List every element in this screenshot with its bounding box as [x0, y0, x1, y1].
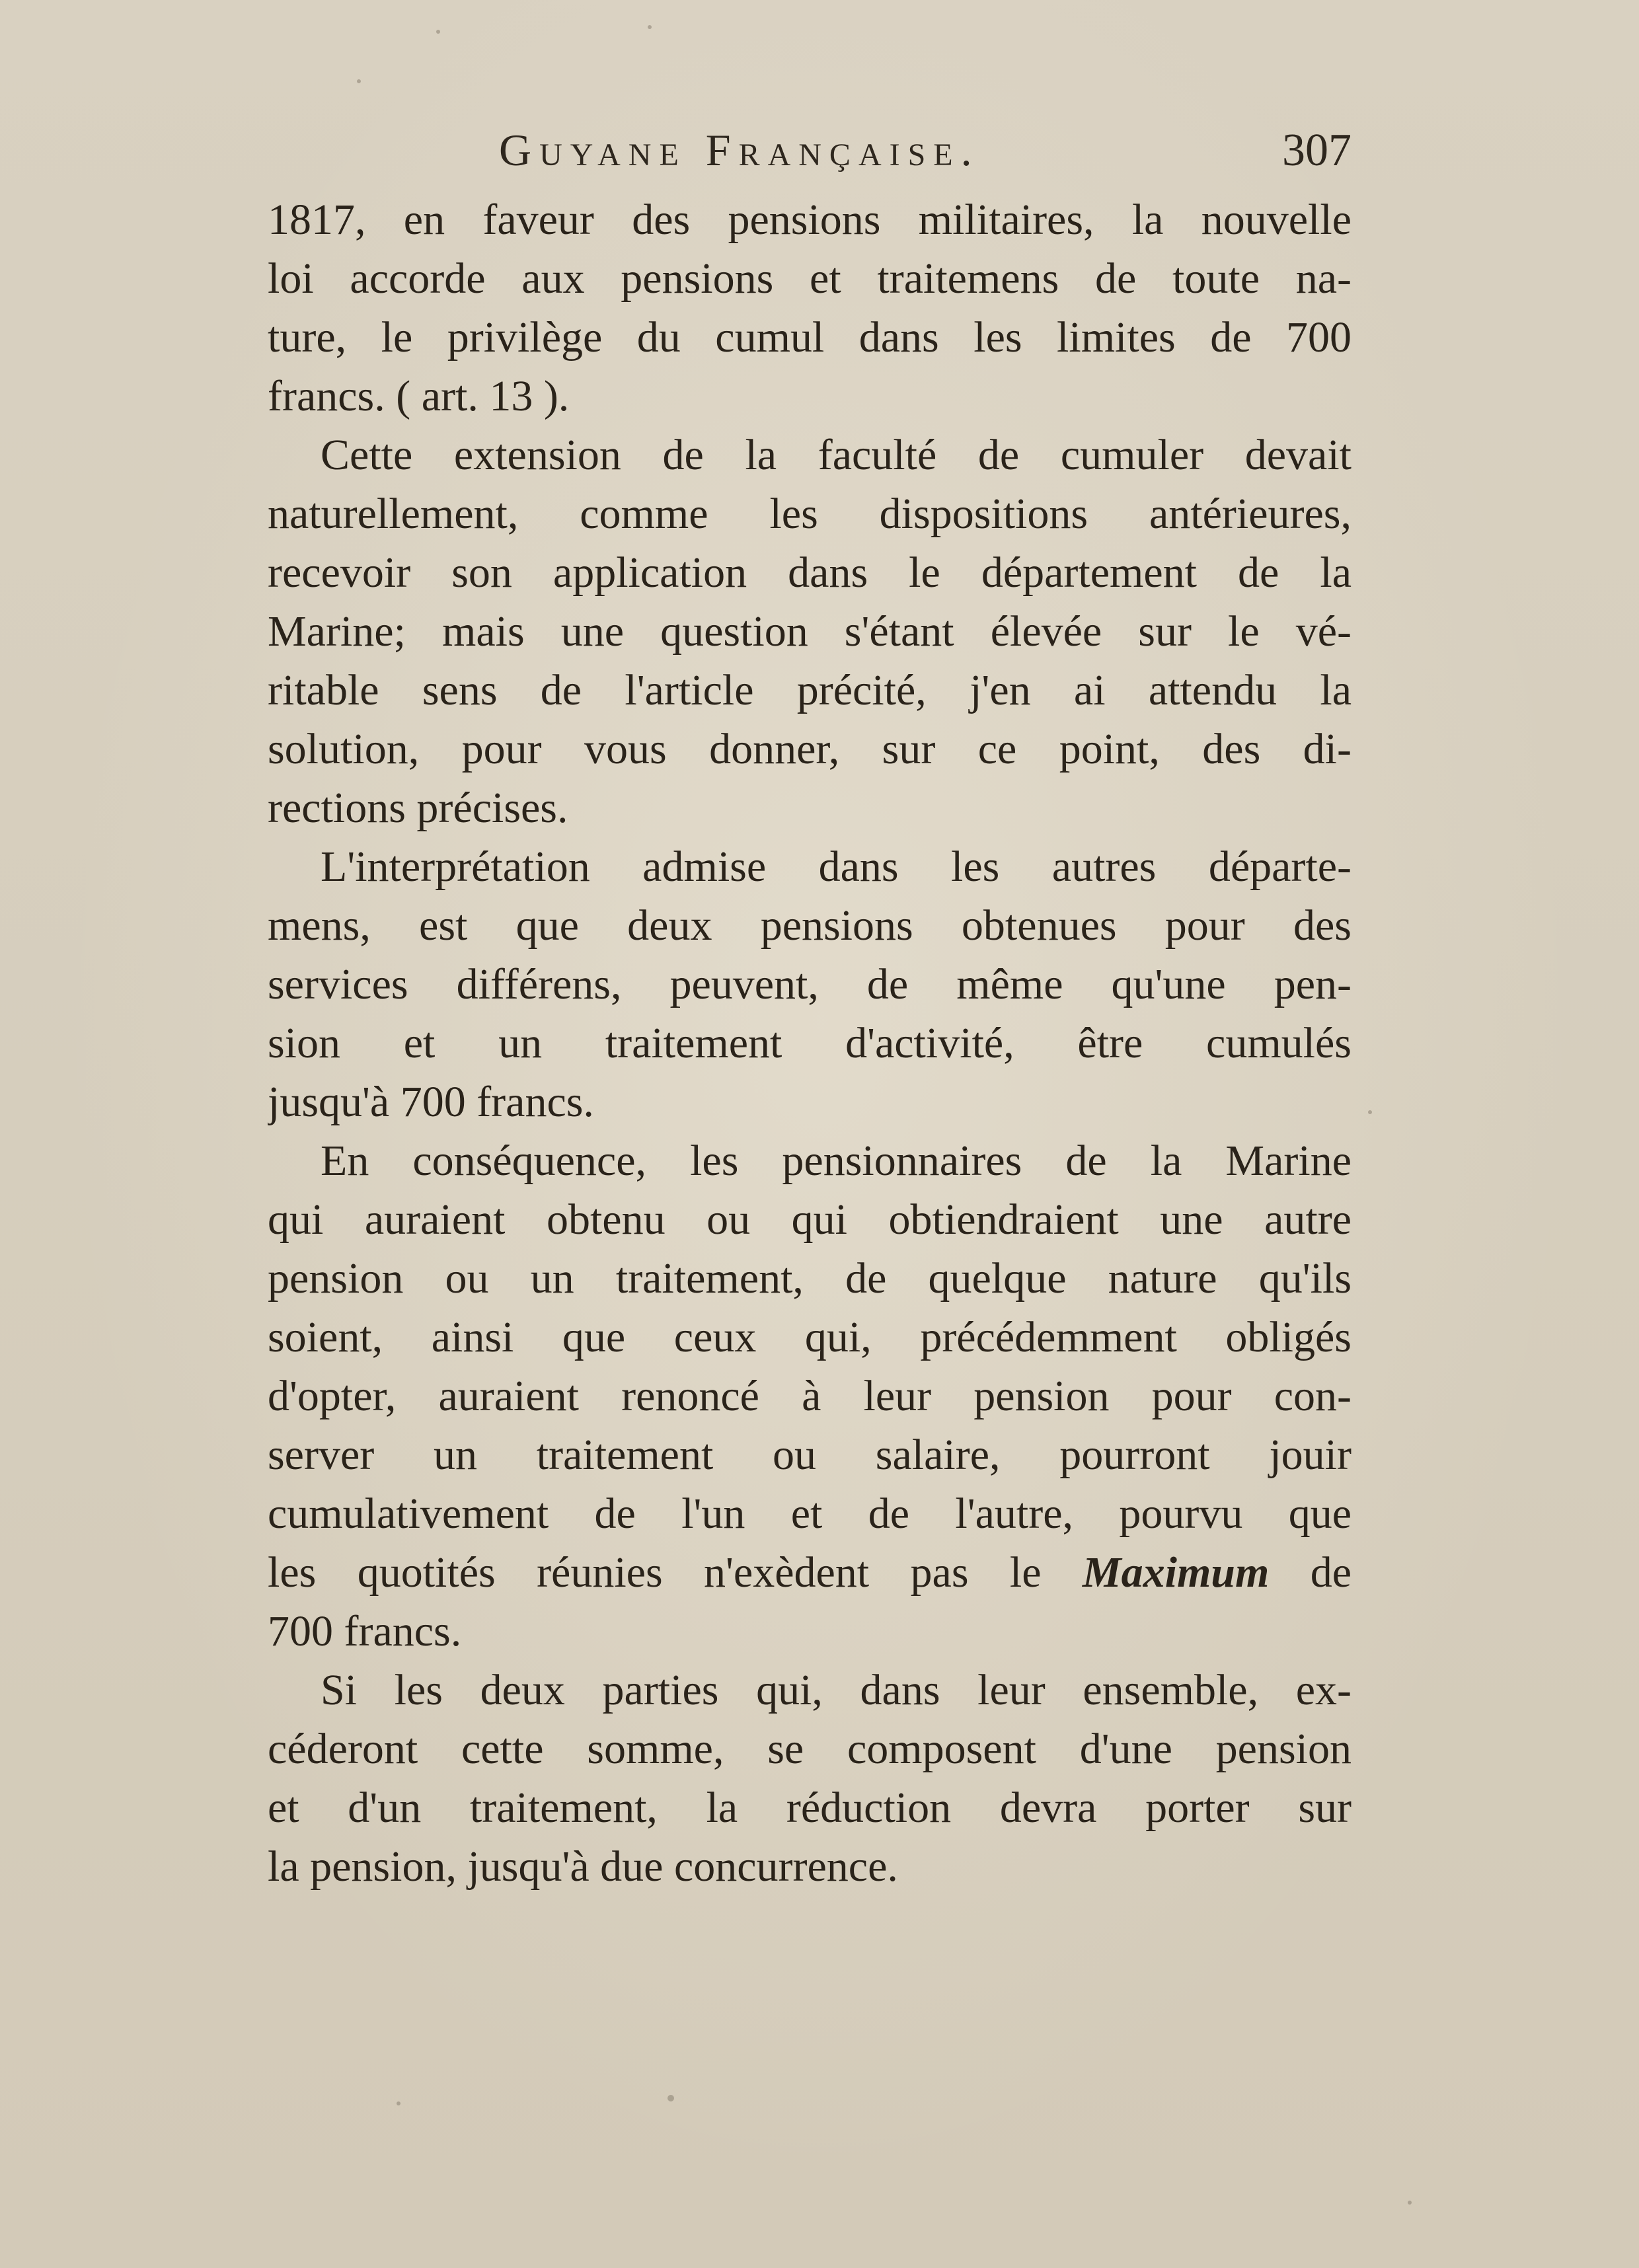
text-line: ture, le privilège du cumul dans les limites de 700: [268, 313, 1352, 361]
paper-speck: [397, 2101, 400, 2105]
paper-speck: [1368, 1110, 1372, 1114]
text-line: solution, pour vous donner, sur ce point, des di-: [268, 725, 1352, 773]
text-segment: de: [1310, 1548, 1352, 1597]
text-line: qui auraient obtenu ou qui obtiendraient une autre: [268, 1195, 1352, 1244]
text-line: rections précises.: [268, 784, 568, 832]
paper-speck: [1408, 2201, 1412, 2205]
text-line: d'opter, auraient renoncé à leur pension pour con-: [268, 1372, 1352, 1420]
text-line: naturellement, comme les dispositions antérieures,: [268, 490, 1352, 538]
text-line: cumulativement de l'un et de l'autre, pourvu que: [268, 1490, 1352, 1538]
text-line: Marine; mais une question s'étant élevée sur le vé-: [268, 607, 1352, 656]
paper-speck: [357, 79, 361, 83]
text-line: recevoir son application dans le département de la: [268, 548, 1352, 597]
italic-maximum: Maximum: [1082, 1548, 1270, 1597]
paper-speck: [648, 25, 652, 29]
paragraph-first-line: Cette extension de la faculté de cumuler devait: [321, 431, 1352, 479]
body-text: [268, 190, 1352, 1896]
text-line-with-italic: [268, 1543, 1352, 1602]
text-line: 1817, en faveur des pensions militaires, la nouvelle: [268, 196, 1352, 244]
text-line: 700 francs.: [268, 1607, 462, 1655]
text-line: céderont cette somme, se composent d'une pension: [268, 1725, 1352, 1773]
text-line: francs. ( art. 13 ).: [268, 372, 570, 420]
text-line: pension ou un traitement, de quelque nature qu'ils: [268, 1254, 1352, 1303]
text-line: et d'un traitement, la réduction devra porter sur: [268, 1784, 1352, 1832]
page-header: [268, 124, 1352, 184]
text-line: la pension, jusqu'à due concurrence.: [268, 1842, 898, 1891]
page-number: 307: [1282, 125, 1352, 176]
text-line: services différens, peuvent, de même qu'une pen-: [268, 960, 1352, 1008]
running-title: Guyane Française.: [499, 125, 980, 175]
text-line: sion et un traitement d'activité, être cumulés: [268, 1019, 1352, 1067]
text-line: server un traitement ou salaire, pourront jouir: [268, 1431, 1352, 1479]
text-line: jusqu'à 700 francs.: [268, 1078, 594, 1126]
paragraph-first-line: En conséquence, les pensionnaires de la Marine: [321, 1137, 1352, 1185]
paper-speck: [667, 2095, 674, 2101]
text-line: ritable sens de l'article précité, j'en ai attendu la: [268, 666, 1352, 714]
text-line: soient, ainsi que ceux qui, précédemment obligés: [268, 1313, 1352, 1361]
text-line: loi accorde aux pensions et traitemens de toute na-: [268, 254, 1352, 303]
paper-speck: [436, 30, 440, 34]
text-line: mens, est que deux pensions obtenues pour des: [268, 901, 1352, 950]
paragraph-first-line: L'interprétation admise dans les autres départe-: [321, 843, 1352, 891]
text-segment: les quotités réunies n'exèdent pas le: [268, 1548, 1042, 1597]
paragraph-first-line: Si les deux parties qui, dans leur ensemble, ex-: [321, 1666, 1352, 1714]
